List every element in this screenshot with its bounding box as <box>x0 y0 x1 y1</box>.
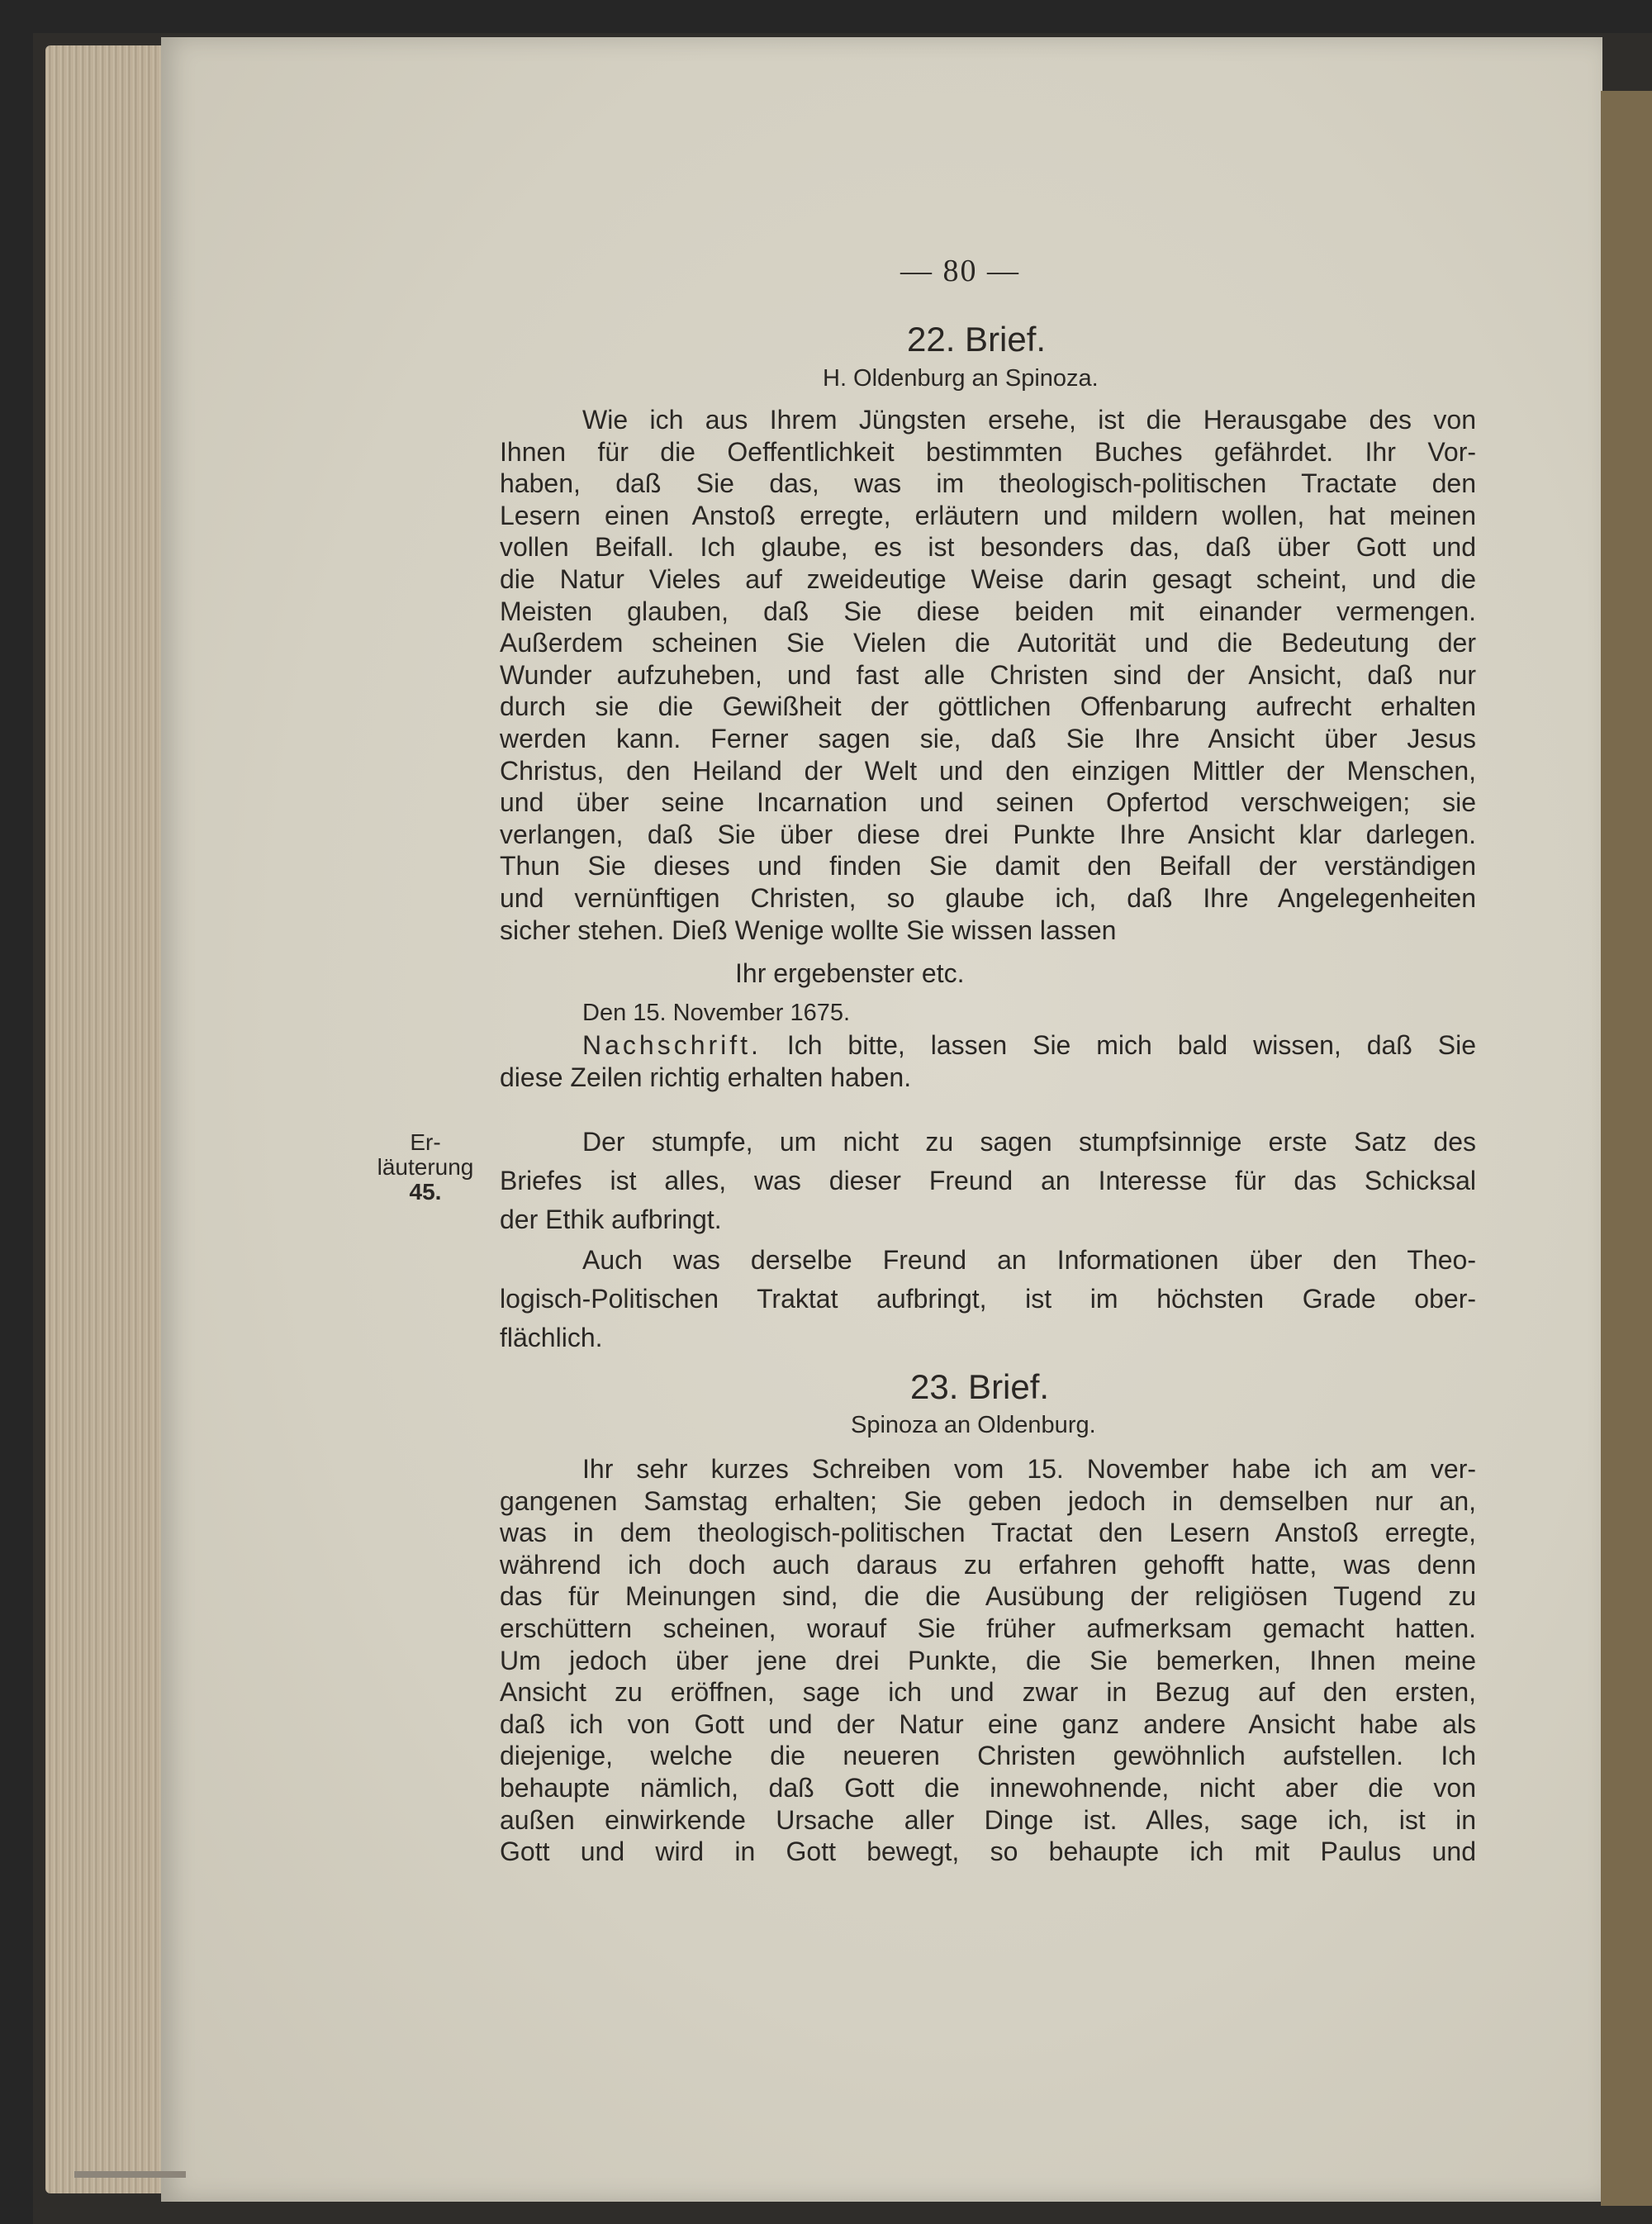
letter-22-line: und vernünftigen Christen, so glaube ich, daß Ihre Angelegenheiten <box>500 882 1476 913</box>
margin-note-line-2: läuterung <box>377 1154 474 1180</box>
date-line: Den 15. November 1675. <box>582 1000 851 1026</box>
letter-23-line: Gott und wird in Gott bewegt, so behaupte ich mit Paulus und <box>500 1837 1476 1867</box>
letter-22-line: Ihnen für die Oeffentlichkeit bestimmten Buches gefährdet. Ihr Vor- <box>500 436 1476 467</box>
postscript-label: Nachschrift. <box>582 1030 762 1060</box>
letter-23-line: behaupte nämlich, daß Gott die innewohnende, nicht aber die von <box>500 1772 1476 1803</box>
commentary-1-line: der Ethik aufbringt. <box>500 1205 722 1234</box>
letter-22-postscript <box>500 1029 1476 1093</box>
letter-23-line: diejenige, welche die neueren Christen gewöhnlich aufstellen. Ich <box>500 1741 1476 1771</box>
letter-23-line: daß ich von Gott und der Natur eine ganz andere Ansicht habe als <box>500 1708 1476 1739</box>
binding-edge <box>1601 91 1652 2206</box>
letter-23-title: 23. Brief. <box>910 1367 1050 1406</box>
letter-22-line: sicher stehen. Dieß Wenige wollte Sie wissen lassen <box>500 915 1117 945</box>
letter-22-subtitle: H. Oldenburg an Spinoza. <box>823 365 1099 392</box>
margin-note-line-1: Er- <box>410 1129 441 1155</box>
letter-22-line: vollen Beifall. Ich glaube, es ist besonders das, daß über Gott und <box>500 532 1476 563</box>
letter-23-line: was in dem theologisch-politischen Tractat den Lesern Anstoß erregte, <box>500 1518 1476 1548</box>
letter-22-line: Meisten glauben, daß Sie diese beiden mit einander vermengen. <box>500 596 1476 626</box>
margin-note <box>355 1130 496 1205</box>
letter-22-line: Christus, den Heiland der Welt und den einzigen Mittler der Menschen, <box>500 755 1476 786</box>
closing-line: Ihr ergebenster etc. <box>735 958 965 988</box>
letter-22-line: Lesern einen Anstoß erregte, erläutern und mildern wollen, hat meinen <box>500 500 1476 530</box>
postscript-line-2: diese Zeilen richtig erhalten haben. <box>500 1062 912 1092</box>
letter-23-body <box>500 1453 1476 1868</box>
bottom-marker <box>74 2171 186 2178</box>
letter-22-line: Außerdem scheinen Sie Vielen die Autorität und die Bedeutung der <box>500 628 1476 658</box>
letter-22-line: verlangen, daß Sie über diese drei Punkte Ihre Ansicht klar darlegen. <box>500 819 1476 849</box>
letter-23-line: das für Meinungen sind, die die Ausübung der religiösen Tugend zu <box>500 1581 1476 1612</box>
letter-22-line: durch sie die Gewißheit der göttlichen Offenbarung aufrecht erhalten <box>500 691 1476 722</box>
letter-22-title: 22. Brief. <box>907 320 1047 359</box>
page-number: — 80 — <box>900 254 1020 288</box>
letter-23-line: Ihr sehr kurzes Schreiben vom 15. November habe ich am ver- <box>582 1454 1476 1484</box>
letter-23-line: Ansicht zu eröffnen, sage ich und zwar in Bezug auf den ersten, <box>500 1677 1476 1708</box>
commentary-paragraph-2 <box>500 1241 1476 1357</box>
page-stack-edge <box>45 45 178 2193</box>
postscript-line-1 <box>500 1029 1476 1062</box>
commentary-paragraph-1 <box>500 1123 1476 1239</box>
letter-22-line: Wie ich aus Ihrem Jüngsten ersehe, ist die Herausgabe des von <box>582 405 1476 435</box>
commentary-1-line: Briefes ist alles, was dieser Freund an Interesse für das Schicksal <box>500 1166 1476 1195</box>
commentary-2-line: logisch-Politischen Traktat aufbringt, ist im höchsten Grade ober- <box>500 1284 1476 1314</box>
letter-23-line: Um jedoch über jene drei Punkte, die Sie bemerken, Ihnen meine <box>500 1645 1476 1675</box>
letter-22-line: haben, daß Sie das, was im theologisch-politischen Tractate den <box>500 468 1476 499</box>
commentary-1-line: Der stumpfe, um nicht zu sagen stumpfsinnige erste Satz des <box>582 1127 1476 1157</box>
letter-23-line: während ich doch auch daraus zu erfahren gehofft hatte, was denn <box>500 1549 1476 1580</box>
letter-22-body <box>500 404 1476 946</box>
letter-22-line: Wunder aufzuheben, und fast alle Christen sind der Ansicht, daß nur <box>500 659 1476 690</box>
letter-22-date <box>582 997 1078 1029</box>
commentary-2-line: Auch was derselbe Freund an Informationen über den Theo- <box>582 1245 1476 1275</box>
letter-23-subtitle: Spinoza an Oldenburg. <box>851 1412 1096 1438</box>
letter-22-line: Thun Sie dieses und finden Sie damit den Beifall der verständigen <box>500 851 1476 882</box>
letter-23-line: erschüttern scheinen, worauf Sie früher aufmerksam gemacht hatten. <box>500 1613 1476 1643</box>
commentary-2-line: flächlich. <box>500 1323 603 1352</box>
book-page <box>161 37 1602 2202</box>
letter-22-line: und über seine Incarnation und seinen Opfertod verschweigen; sie <box>500 787 1476 818</box>
letter-23-line: außen einwirkende Ursache aller Dinge ist. Alles, sage ich, ist in <box>500 1804 1476 1835</box>
postscript-text-1: Ich bitte, lassen Sie mich bald wissen, daß Sie <box>786 1030 1477 1060</box>
margin-note-number: 45. <box>409 1179 442 1205</box>
letter-22-closing <box>735 958 1066 990</box>
letter-22-line: werden kann. Ferner sagen sie, daß Sie Ihre Ansicht über Jesus <box>500 723 1476 753</box>
letter-22-line: die Natur Vieles auf zweideutige Weise darin gesagt scheint, und die <box>500 563 1476 594</box>
letter-23-line: gangenen Samstag erhalten; Sie geben jedoch in demselben nur an, <box>500 1485 1476 1516</box>
